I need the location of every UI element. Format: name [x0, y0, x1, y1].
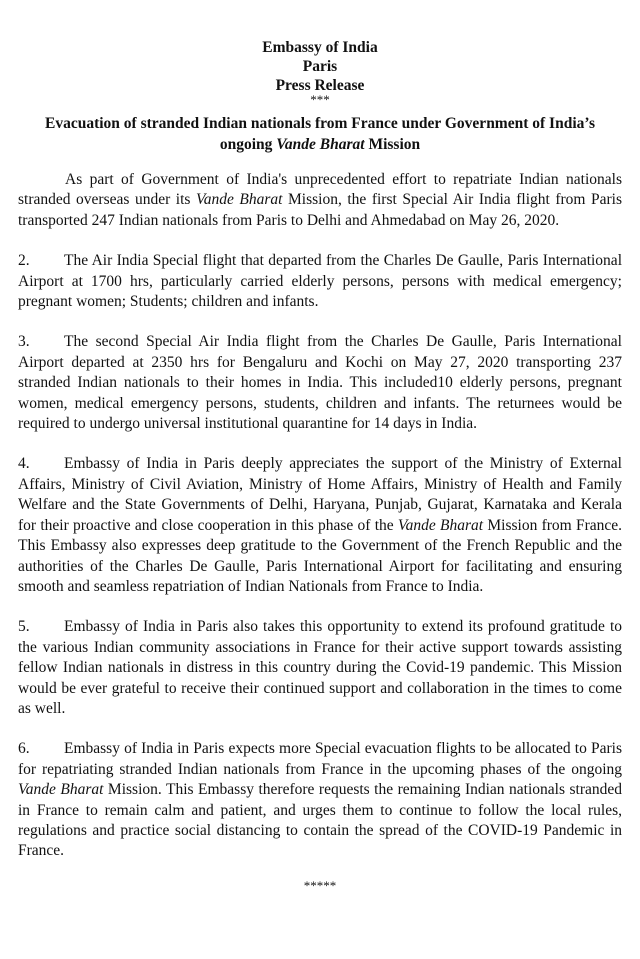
title-part-2: Mission	[364, 136, 421, 153]
paragraph-number: 3.	[18, 333, 30, 351]
paragraph-number: 4.	[18, 455, 30, 473]
embassy-name: Embassy of India	[262, 39, 378, 56]
paragraph-6-text-a: Embassy of India in Paris expects more Special evacuation flights to be allocated to Paris for repatriating stranded Indian nationals from France in the upcoming phases of the ongoing	[18, 740, 622, 778]
paragraph-intro	[18, 170, 622, 231]
document-type: Press Release	[275, 77, 365, 94]
title-italic: Vande Bharat	[276, 136, 365, 153]
end-mark: *****	[303, 877, 337, 893]
paragraph-2-text: The Air India Special flight that departed from the Charles De Gaulle, Paris International Airport at 1700 hrs, particularly carried elderly persons, persons with medical emergency; pregnant women; Students; children and infants.	[18, 252, 622, 311]
paragraph-5	[18, 617, 622, 719]
intro-italic: Vande Bharat	[195, 191, 283, 209]
paragraph-3-text: The second Special Air India flight from the Charles De Gaulle, Paris International Airport departed at 2350 hrs for Bengaluru and Kochi on May 27, 2020 transporting 237 stranded Indian nationals to their homes in India. This included10 elderly persons, pregnant women, medical emergency persons, students, children and infants. The returnees would be required to undergo universal institutional quarantine for 14 days in India.	[18, 333, 622, 433]
intro-text-a: As part of Government of India's unprecedented effort to repatriate Indian nationals stranded overseas under its	[18, 171, 622, 209]
title-part-1: Evacuation of stranded Indian nationals from France under Government of India’s ongoing	[44, 115, 595, 153]
paragraph-2	[18, 251, 622, 312]
paragraph-6-italic: Vande Bharat	[18, 781, 104, 799]
paragraph-3	[18, 332, 622, 434]
paragraph-4-text-a: Embassy of India in Paris deeply appreciates the support of the Ministry of External Affairs, Ministry of Civil Aviation, Ministry of Home Affairs, Ministry of Health and Family Welfare and the State Governments of Delhi, Haryana, Punjab, Gujarat, Karnataka and Kerala for their proactive and close cooperation in this phase of the	[18, 455, 622, 534]
paragraph-6-text-b: Mission. This Embassy therefore requests the remaining Indian nationals stranded in France to remain calm and patient, and urges them to continue to follow the local rules, regulations and practice social distancing to contain the spread of the COVID-19 Pandemic in France.	[18, 781, 622, 860]
paragraph-number: 6.	[18, 740, 30, 758]
paragraph-number: 2.	[18, 252, 30, 270]
header-divider: ***	[310, 92, 330, 107]
press-release-title	[18, 113, 622, 155]
paragraph-6	[18, 739, 622, 861]
embassy-city: Paris	[302, 58, 338, 75]
paragraph-4	[18, 454, 622, 597]
paragraph-5-text: Embassy of India in Paris also takes this opportunity to extend its profound gratitude to the various Indian community associations in France for their active support towards assisting fellow Indian nationals in distress in this country during the Covid-19 pandemic. This Mission would be ever grateful to receive their continued support and collaboration in the times to come as well.	[18, 618, 622, 717]
paragraph-4-italic: Vande Bharat	[397, 516, 484, 534]
paragraph-number: 5.	[18, 618, 30, 636]
intro-text-b: Mission, the first Special Air India flight from Paris transported 247 Indian nationals from Paris to Delhi and Ahmedabad on May 26, 2020.	[18, 191, 623, 229]
paragraph-4-text-b: Mission from France. This Embassy also expresses deep gratitude to the Government of the French Republic and the authorities of the Charles De Gaulle, Paris International Airport for facilitating and ensuring smooth and seamless repatriation of Indian Nationals from France to India.	[18, 516, 623, 595]
